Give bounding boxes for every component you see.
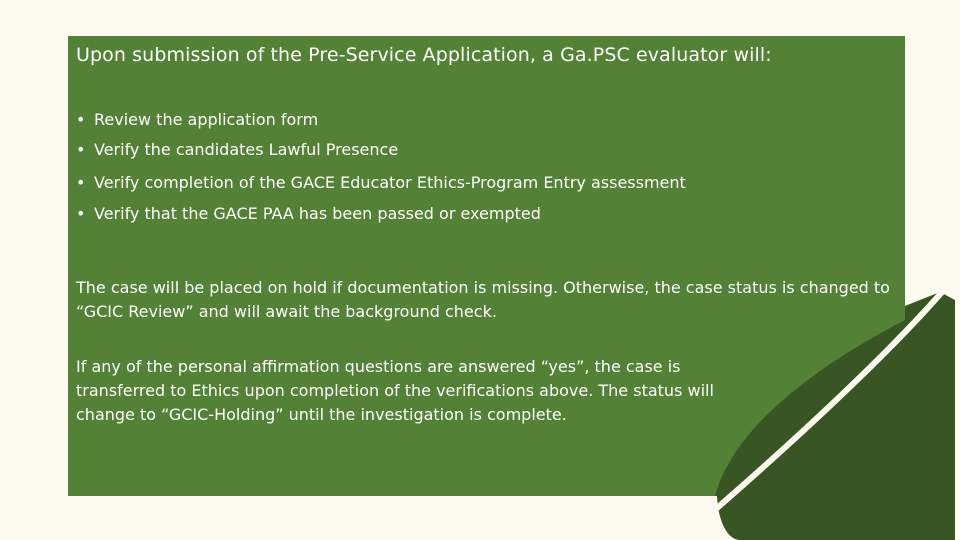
hold-paragraph: The case will be placed on hold if documentation is missing. Otherwise, the case status is changed to “GCIC Review” and will await the background check. — [76, 278, 890, 321]
ethics-paragraph: If any of the personal affirmation questions are answered “yes”, the case is transferred to Ethics upon completion of the verifications above. The status will change to “GCIC-Holding” until the investigation is complete. — [76, 357, 714, 424]
leaf-front-icon — [680, 292, 942, 540]
bullet-icon: • — [76, 110, 86, 129]
bullet-icon: • — [76, 140, 86, 159]
page-heading: Upon submission of the Pre-Service Application, a Ga.PSC evaluator will: — [76, 44, 772, 66]
list-item: • Review the application form — [76, 110, 319, 129]
bullet-icon: • — [76, 173, 86, 192]
list-item: • Verify completion of the GACE Educator Ethics-Program Entry assessment — [76, 173, 686, 192]
bullet-icon: • — [76, 204, 86, 223]
list-item: • Verify that the GACE PAA has been passed or exempted — [76, 204, 541, 223]
list-item: • Verify the candidates Lawful Presence — [76, 140, 399, 159]
